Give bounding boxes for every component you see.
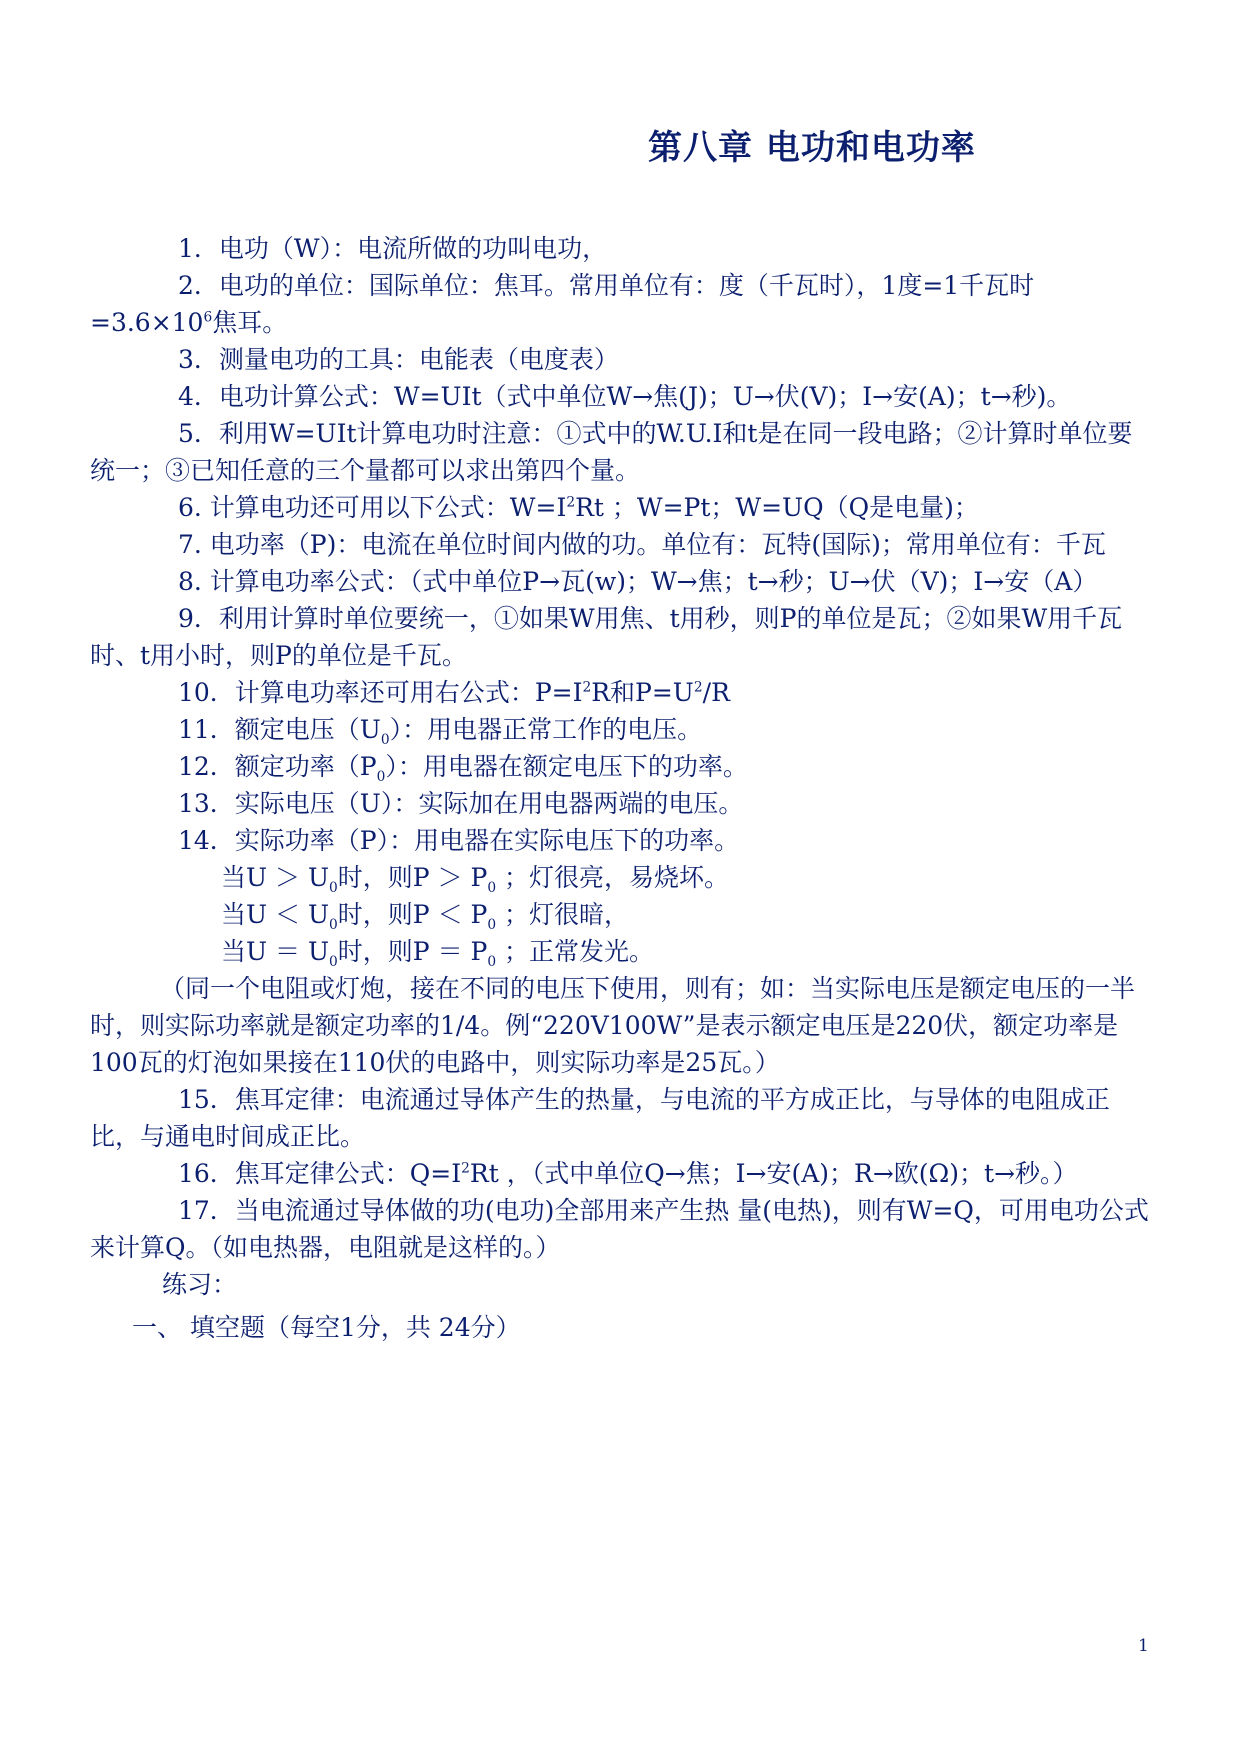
item-5: 5．利用W=UIt计算电功时注意：①式中的W.U.I和t是在同一段电路；②计算时单位要统一；③已知任意的三个量都可以求出第四个量。	[90, 419, 1133, 485]
condition-3: 当$U = U_0$时，则$P = P_0$ ；正常发光。	[221, 937, 655, 970]
item-13: 13．实际电压（U）：实际加在用电器两端的电压。	[178, 789, 744, 818]
item-14: 14．实际功率（P）：用电器在实际电压下的功率。	[178, 826, 740, 855]
item-4: 4．电功计算公式：W=UIt（式中单位W→焦(J)；U→伏(V)；I→安(A)；t→秒)。	[178, 382, 1072, 411]
item-11: 11．额定电压$(U_0)$：用电器正常工作的电压。	[178, 715, 703, 748]
item-16: 16．焦耳定律公式：$Q=I^2Rt$ ，（式中单位Q→焦；I→安(A)；R→欧(Ω)；t→秒。）	[178, 1159, 1078, 1188]
document-body	[90, 230, 1150, 1346]
item-2: 2．电功的单位：国际单位：焦耳。常用单位有：度（千瓦时），1度=1千瓦时$=3.6\times 10^6$焦耳。	[90, 271, 1035, 337]
item-1: 1．电功（W）：电流所做的功叫电功，	[178, 234, 608, 263]
item-3: 3．测量电功的工具：电能表（电度表）	[178, 345, 619, 374]
item-10: 10．计算电功率还可用右公式：$P=I^2R$和$P=U^2/R$	[178, 678, 730, 707]
item-12: 12．额定功率$(P_0)$：用电器在额定电压下的功率。	[178, 752, 748, 785]
practice-heading: 练习：	[162, 1270, 238, 1299]
page-number: 1	[1138, 1636, 1149, 1656]
item-8: 8. 计算电功率公式：（式中单位P→瓦(w)；W→焦；t→秒；U→伏（V)；I→安（A）	[178, 567, 1098, 596]
condition-2: 当$U < U_0$时，则$P < P_0$ ；灯很暗，	[221, 900, 630, 933]
item-6: 6. 计算电功还可用以下公式：$W=I^2Rt$ ；W=Pt；W=UQ（Q是电量)；	[178, 493, 979, 522]
item-9: 9．利用计算时单位要统一，①如果W用焦、t用秒，则P的单位是瓦；②如果W用千瓦时、t用小时，则P的单位是千瓦。	[90, 604, 1123, 670]
note-paragraph: （同一个电阻或灯炮，接在不同的电压下使用，则有；如：当实际电压是额定电压的一半时，则实际功率就是额定功率的1/4。例“220V100W”是表示额定电压是220伏，额定功率是100瓦的灯泡如果接在110伏的电路中，则实际功率是25瓦。）	[90, 974, 1136, 1077]
item-7: 7. 电功率（P)：电流在单位时间内做的功。单位有：瓦特(国际)；常用单位有：千瓦	[178, 530, 1106, 559]
section-heading: 一、 填空题（每空1分，共 24分）	[132, 1313, 521, 1342]
item-17: 17．当电流通过导体做的功(电功)全部用来产生热 量(电热)，则有W=Q，可用电功公式来计算Q。（如电热器，电阻就是这样的。）	[90, 1196, 1149, 1262]
item-15: 15．焦耳定律：电流通过导体产生的热量，与电流的平方成正比，与导体的电阻成正比，与通电时间成正比。	[90, 1085, 1110, 1151]
condition-1: 当$U > U_0$时，则$P > P_0$ ；灯很亮，易烧坏。	[221, 863, 730, 896]
page-title: 第八章 电功和电功率	[648, 128, 976, 168]
